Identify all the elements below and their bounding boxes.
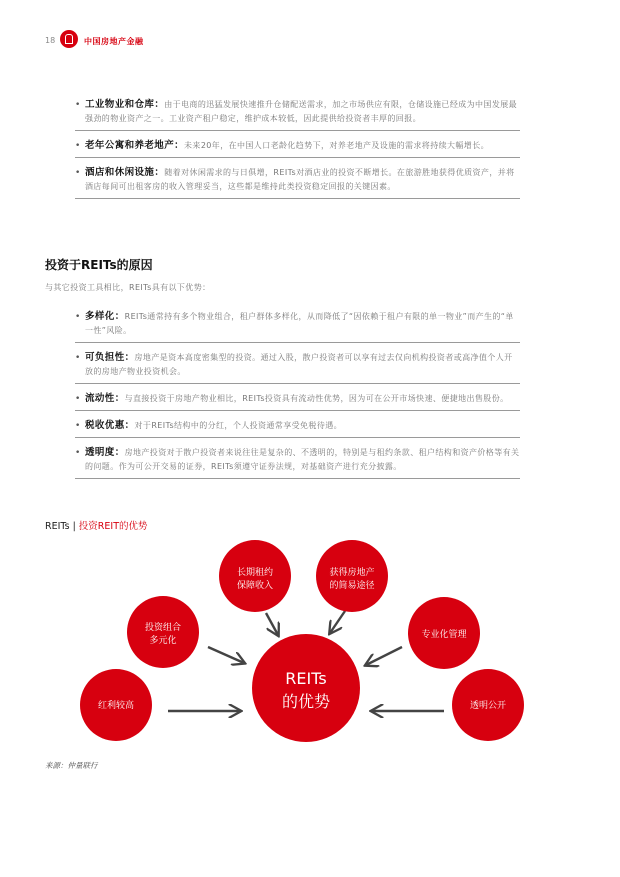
node-long-lease (219, 540, 291, 612)
node-label: 专业化管理 (421, 630, 467, 640)
arrow (366, 647, 402, 665)
property-type-list (75, 98, 520, 207)
node-transparency (452, 669, 524, 741)
list-item-text: REITs通常持有多个物业组合，租户群体多样化，从而降低了“因依赖于租户有限的单一物业”而产生的“单一性”风险。 (85, 312, 514, 335)
list-item: • 可负担性：房地产是资本高度密集型的投资。通过入股，散户投资者可以享有过去仅向机构投资者或高净值个人开放的房地产物业投资机会。 (75, 351, 520, 384)
node-easy-access (316, 540, 388, 612)
reasons-list (75, 310, 520, 487)
list-item-text: 与直接投资于房地产物业相比，REITs投资具有流动性优势，因为可在公开市场快速、便捷地出售股份。 (124, 394, 509, 403)
arrow (330, 611, 345, 633)
list-item: • 工业物业和仓库：由于电商的迅猛发展快速推升仓储配送需求，加之市场供应有限，仓储设施已经成为中国发展最强劲的物业资产之一。工业资产租户稳定，维护成本较低，因此提供给投资者丰厚的回报。 (75, 98, 520, 131)
list-item-text: 对于REITs结构中的分红，个人投资通常享受免税待遇。 (134, 421, 343, 430)
section-heading: 投资于REITs的原因 (45, 258, 153, 272)
reits-advantages-diagram (60, 535, 540, 750)
arrow (266, 613, 278, 635)
list-item-term: 透明度 (85, 447, 115, 458)
section-intro: 与其它投资工具相比，REITs具有以下优势： (45, 283, 211, 292)
list-item-text: 房地产投资对于散户投资者来说往往是复杂的、不透明的，特别是与租约条款、租户结构和资产价格等有关的问题。作为可公开交易的证券，REITs须遵守证券法规，对基础资产进行充分披露。 (85, 448, 520, 471)
list-item-text: 房地产是资本高度密集型的投资。通过入股，散户投资者可以享有过去仅向机构投资者或高净值个人开放的房地产物业投资机会。 (85, 353, 513, 376)
list-item-text: 未来20年，在中国人口老龄化趋势下，对养老地产及设施的需求将持续大幅增长。 (184, 141, 489, 150)
list-item: • 税收优惠：对于REITs结构中的分红，个人投资通常享受免税待遇。 (75, 419, 520, 438)
list-item-term: 酒店和休闲设施 (85, 167, 155, 178)
list-item-term: 税收优惠 (85, 420, 125, 431)
node-label: 获得房地产 (329, 568, 375, 578)
node-label: 红利较高 (97, 701, 135, 711)
page-number: 18 (45, 36, 56, 45)
list-item-term: 工业物业和仓库 (85, 99, 155, 110)
node-label: 长期租约 (236, 568, 274, 578)
figure-label-prefix: REITs (45, 521, 70, 532)
figure-label-separator: | (72, 521, 76, 532)
node-dividend (80, 669, 152, 741)
list-item-text: 随着对休闲需求的与日俱增，REITs对酒店业的投资不断增长。在旅游胜地获得优质资产，并将酒店每间可出租客房的收入管理妥当，这些都是维持此类投资稳定回报的关键因素。 (85, 168, 515, 191)
list-item: • 老年公寓和养老地产：未来20年，在中国人口老龄化趋势下，对养老地产及设施的需求将持续大幅增长。 (75, 139, 520, 158)
list-item: • 酒店和休闲设施：随着对休闲需求的与日俱增，REITs对酒店业的投资不断增长。在旅游胜地获得优质资产，并将酒店每间可出租客房的收入管理妥当，这些都是维持此类投资稳定回报的关键因素。 (75, 166, 520, 199)
list-item: • 透明度：房地产投资对于散户投资者来说往往是复杂的、不透明的，特别是与租约条款、租户结构和资产价格等有关的问题。作为可公开交易的证券，REITs须遵守证券法规，对基础资产进行充分披露。 (75, 446, 520, 479)
node-diversification (127, 596, 199, 668)
center-node (252, 634, 360, 742)
node-label: 透明公开 (469, 701, 507, 711)
brand-name: 中国房地产金融 (84, 37, 144, 46)
figure-label (45, 518, 148, 532)
node-label: 保障收入 (236, 581, 274, 591)
list-item-term: 老年公寓和养老地产 (85, 140, 175, 151)
node-label: 投资组合 (144, 623, 182, 633)
brand-logo-icon (60, 30, 78, 48)
node-professional-management (408, 597, 480, 669)
list-item: • 多样化：REITs通常持有多个物业组合，租户群体多样化，从而降低了“因依赖于租户有限的单一物业”而产生的“单一性”风险。 (75, 310, 520, 343)
list-item-text: 由于电商的迅猛发展快速推升仓储配送需求，加之市场供应有限，仓储设施已经成为中国发展最强劲的物业资产之一。工业资产租户稳定，维护成本较低，因此提供给投资者丰厚的回报。 (85, 100, 518, 123)
node-label: 的简易途径 (329, 581, 375, 591)
source-note: 来源：仲量联行 (45, 761, 98, 770)
center-label: REITs (285, 669, 327, 688)
list-item-term: 多样化 (85, 311, 115, 322)
list-item-term: 流动性 (85, 393, 115, 404)
node-label: 多元化 (149, 636, 177, 646)
list-item: • 流动性：与直接投资于房地产物业相比，REITs投资具有流动性优势，因为可在公开市场快速、便捷地出售股份。 (75, 392, 520, 411)
list-item-term: 可负担性 (85, 352, 125, 363)
center-label: 的优势 (281, 692, 331, 711)
figure-title: 投资REIT的优势 (78, 521, 148, 532)
arrow (208, 647, 244, 663)
